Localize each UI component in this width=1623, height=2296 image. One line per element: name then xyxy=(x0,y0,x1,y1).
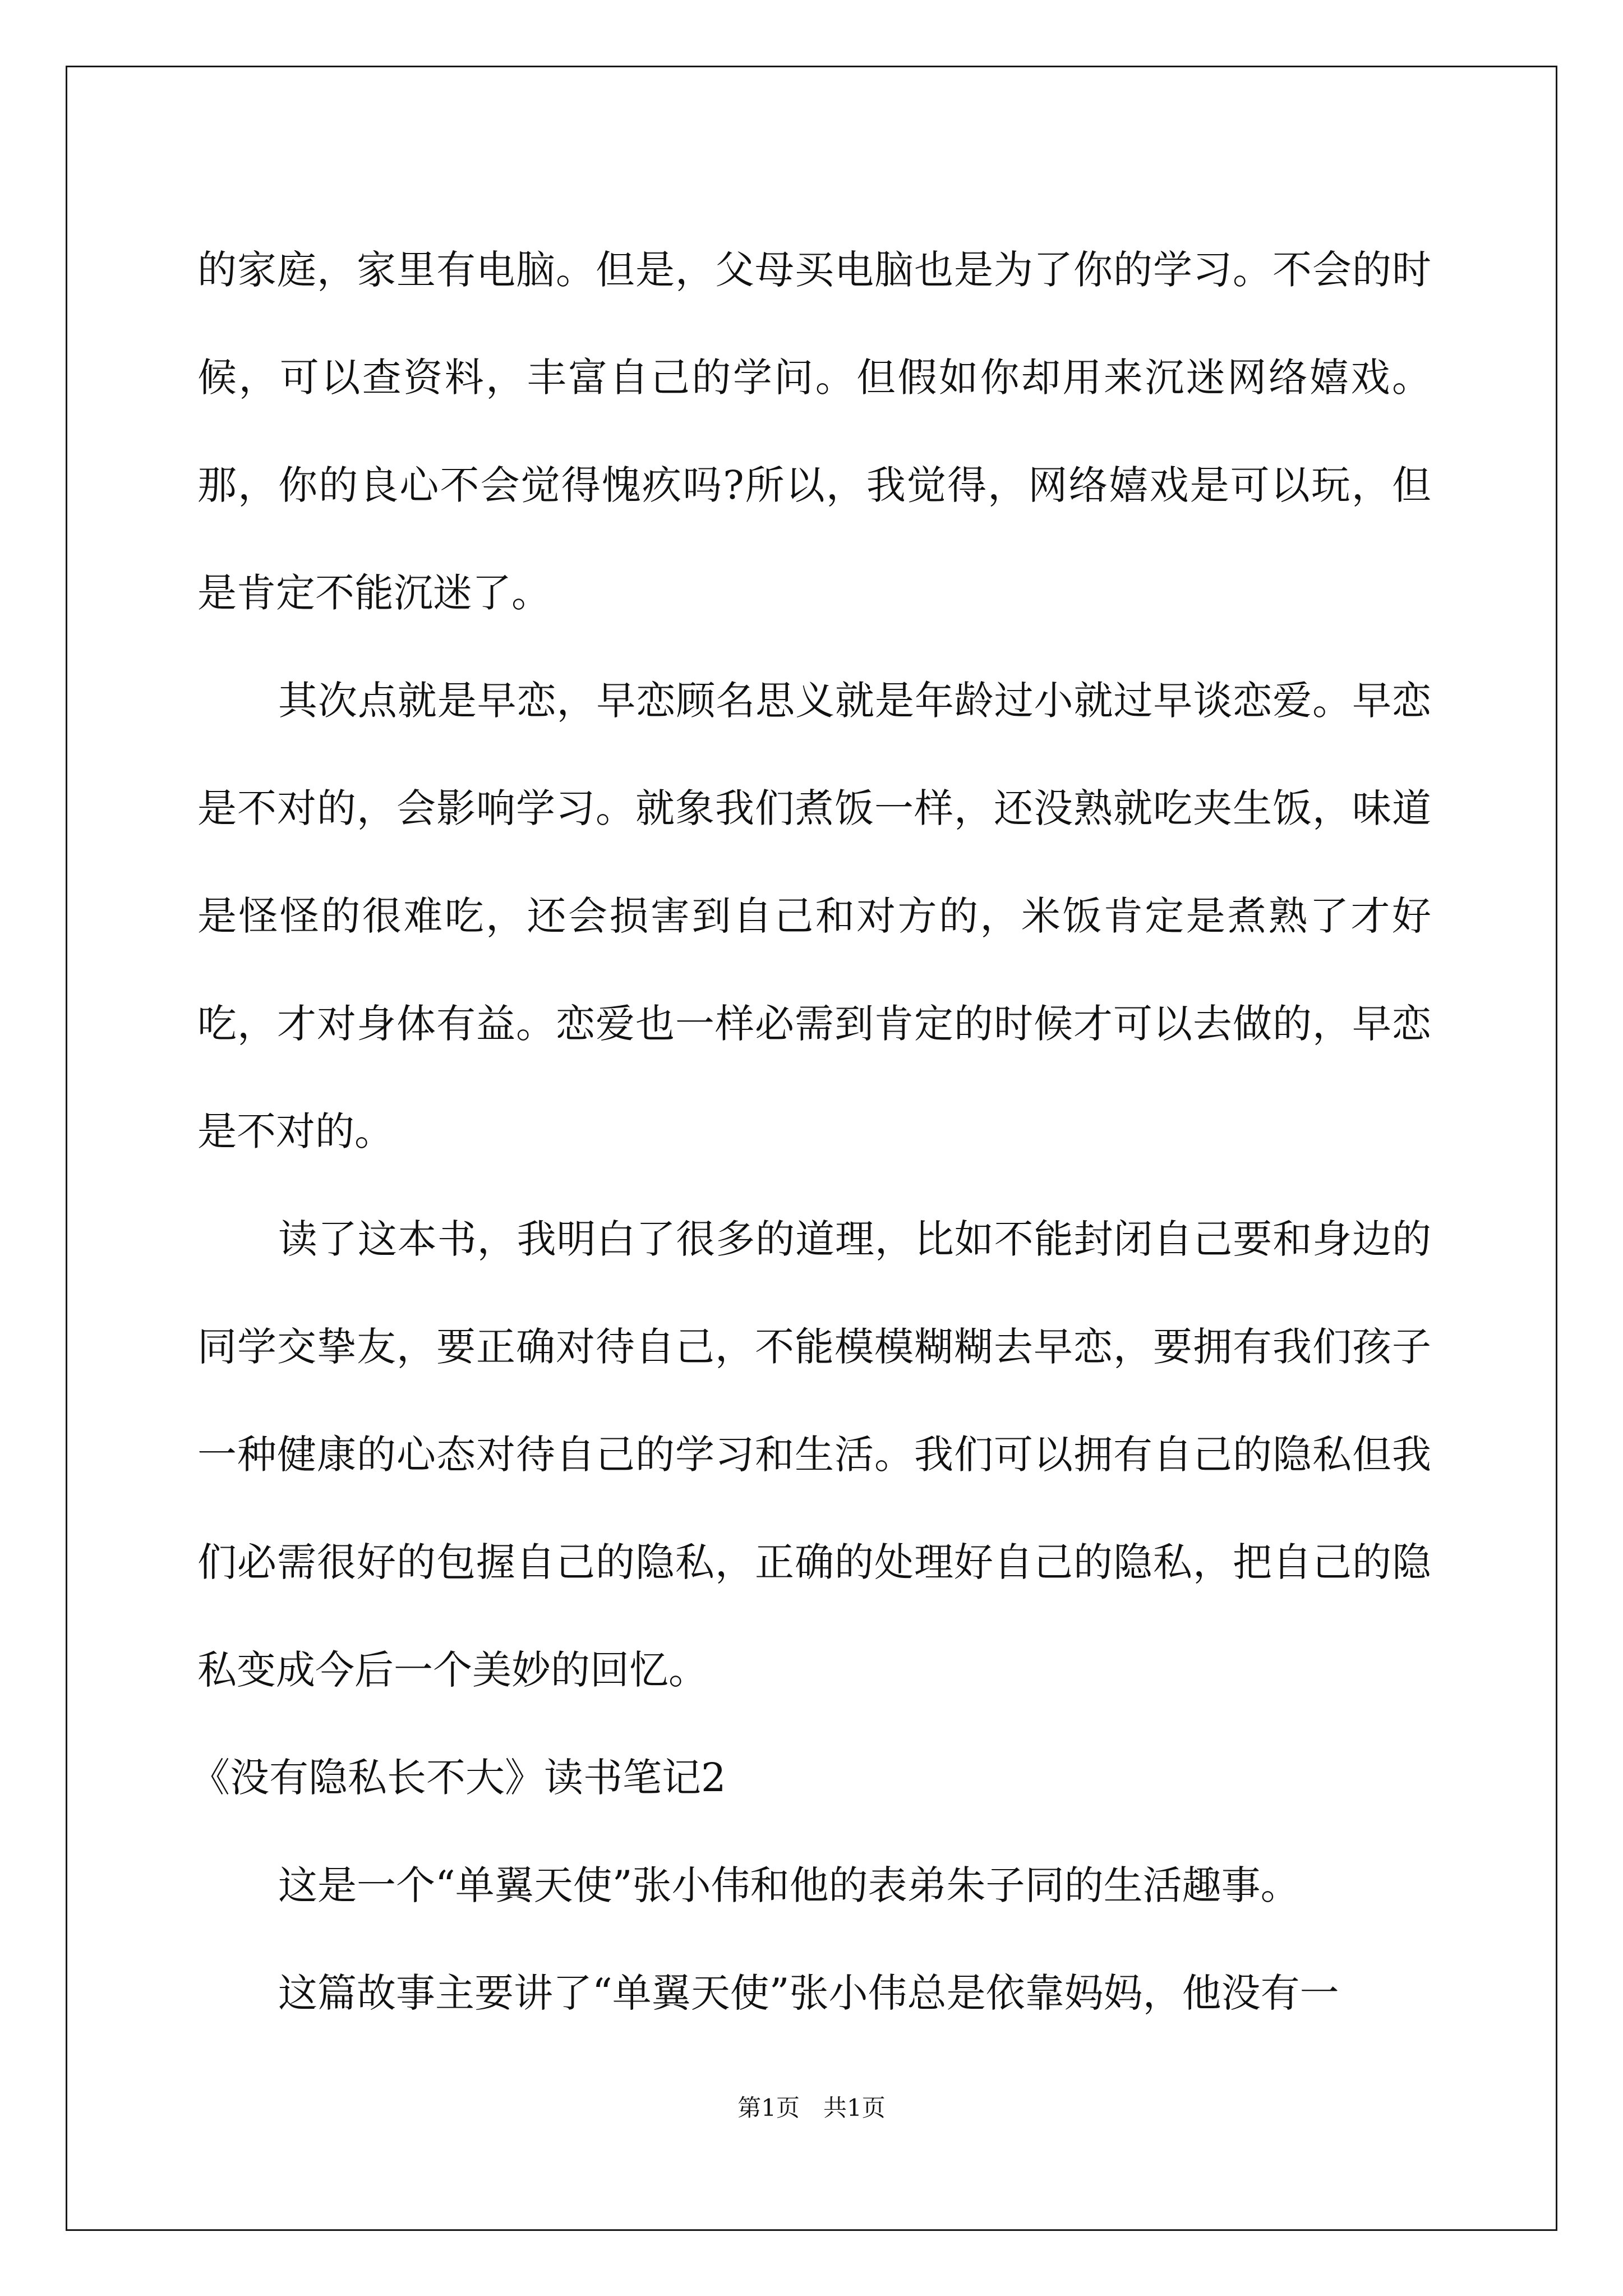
paragraph-4: 这是一个“单翼天使”张小伟和他的表弟朱子同的生活趣事。 xyxy=(278,1862,1300,1908)
document-body xyxy=(191,216,1431,2047)
section-heading: 《没有隐私长不大》读书笔记2 xyxy=(191,1755,726,1801)
paragraph-1: 的家庭，家里有电脑。但是，父母买电脑也是为了你的学习。不会的时候，可以查资料，丰富自己的学问。但假如你却用来沉迷网络嬉戏。那，你的良心不会觉得愧疚吗?所以，我觉得，网络嬉戏是可以玩，但是肯定不能沉迷了。 xyxy=(197,247,1431,616)
paragraph-3: 读了这本书，我明白了很多的道理，比如不能封闭自己要和身边的同学交挚友，要正确对待自己，不能模模糊糊去早恋，要拥有我们孩子一种健康的心态对待自己的学习和生活。我们可以拥有自己的隐私但我们必需很好的包握自己的隐私，正确的处理好自己的隐私，把自己的隐私变成今后一个美妙的回忆。 xyxy=(197,1216,1431,1693)
page-number-footer: 第1页 共1页 xyxy=(737,2094,886,2122)
paragraph-5: 这篇故事主要讲了“单翼天使”张小伟总是依靠妈妈，他没有一 xyxy=(278,1970,1339,2016)
paragraph-2: 其次点就是早恋，早恋顾名思义就是年龄过小就过早谈恋爱。早恋是不对的，会影响学习。就象我们煮饭一样，还没熟就吃夹生饭，味道是怪怪的很难吃，还会损害到自己和对方的，米饭肯定是煮熟了才好吃，才对身体有益。恋爱也一样必需到肯定的时候才可以去做的，早恋是不对的。 xyxy=(197,678,1431,1154)
